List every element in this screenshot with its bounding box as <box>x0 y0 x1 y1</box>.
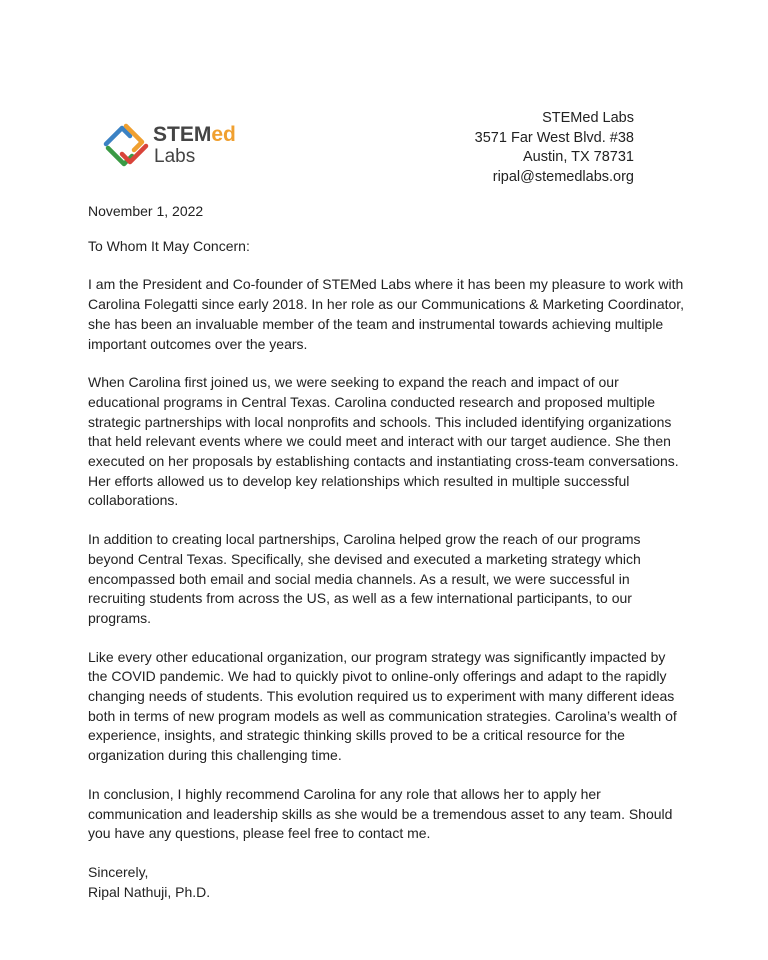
logo-wordmark <box>153 124 236 145</box>
address-email: ripal@stemedlabs.org <box>492 168 634 185</box>
logo-blue-chevron <box>106 128 130 144</box>
letter-paragraph: When Carolina first joined us, we were seeking to expand the reach and impact of our educational programs in Central Texas. Carolina conducted research and proposed multiple strategic partnerships with local nonprofits and schools. This included identifying organizations that held relevant events where we could meet and interact with our target audience. She then executed on her proposals by establishing contacts and instantiating cross-team conversations. Her efforts allowed us to develop key relationships which resulted in multiple successful collaborations. <box>88 374 679 509</box>
letter-paragraph: In addition to creating local partnerships, Carolina helped grow the reach of our programs beyond Central Texas. Specifically, she devised and executed a marketing strategy which encompassed both email and social media channels. As a result, we were successful in recruiting students from across the US, as well as a few international participants, to our programs. <box>88 531 641 626</box>
logo-word-accent: ed <box>211 123 236 146</box>
logo-word-sub: Labs <box>154 146 196 167</box>
address-street: 3571 Far West Blvd. #38 <box>474 129 634 146</box>
letter-body <box>88 202 688 902</box>
address-city: Austin, TX 78731 <box>523 149 634 165</box>
letter-paragraph: Like every other educational organization, our program strategy was significantly impacted by the COVID pandemic. We had to quickly pivot to online-only offerings and adapt to the rapidly changing needs of students. This evolution required us to experiment with many different ideas both in terms of new program models as well as communication strategies. Carolina’s wealth of experience, insights, and strategic thinking skills proved to be a critical resource for the organization during this challenging time. <box>88 648 677 764</box>
letter-paragraph: In conclusion, I highly recommend Carolina for any role that allows her to apply her communication and leadership skills as she would be a tremendous asset to any team. Should you have any questions, please feel free to contact me. <box>88 785 673 842</box>
logo-orange-chevron <box>126 126 142 150</box>
letter-closing: Sincerely, <box>88 863 149 880</box>
logo-diamond-icon <box>100 120 152 172</box>
letter-paragraph: I am the President and Co-founder of STEMed Labs where it has been my pleasure to work with Carolina Folegatti since early 2018. In her role as our Communications & Marketing Coordinator, she has been an invaluable member of the team and instrumental towards achieving multiple important outcomes over the years. <box>88 276 685 352</box>
sender-address <box>475 109 634 187</box>
letter-signature: Ripal Nathuji, Ph.D. <box>88 883 211 900</box>
stemed-labs-logo <box>100 120 240 172</box>
letter-date: November 1, 2022 <box>88 203 204 219</box>
address-org: STEMed Labs <box>542 110 634 126</box>
logo-word-main: STEM <box>153 123 212 146</box>
letter-salutation: To Whom It May Concern: <box>88 237 250 254</box>
